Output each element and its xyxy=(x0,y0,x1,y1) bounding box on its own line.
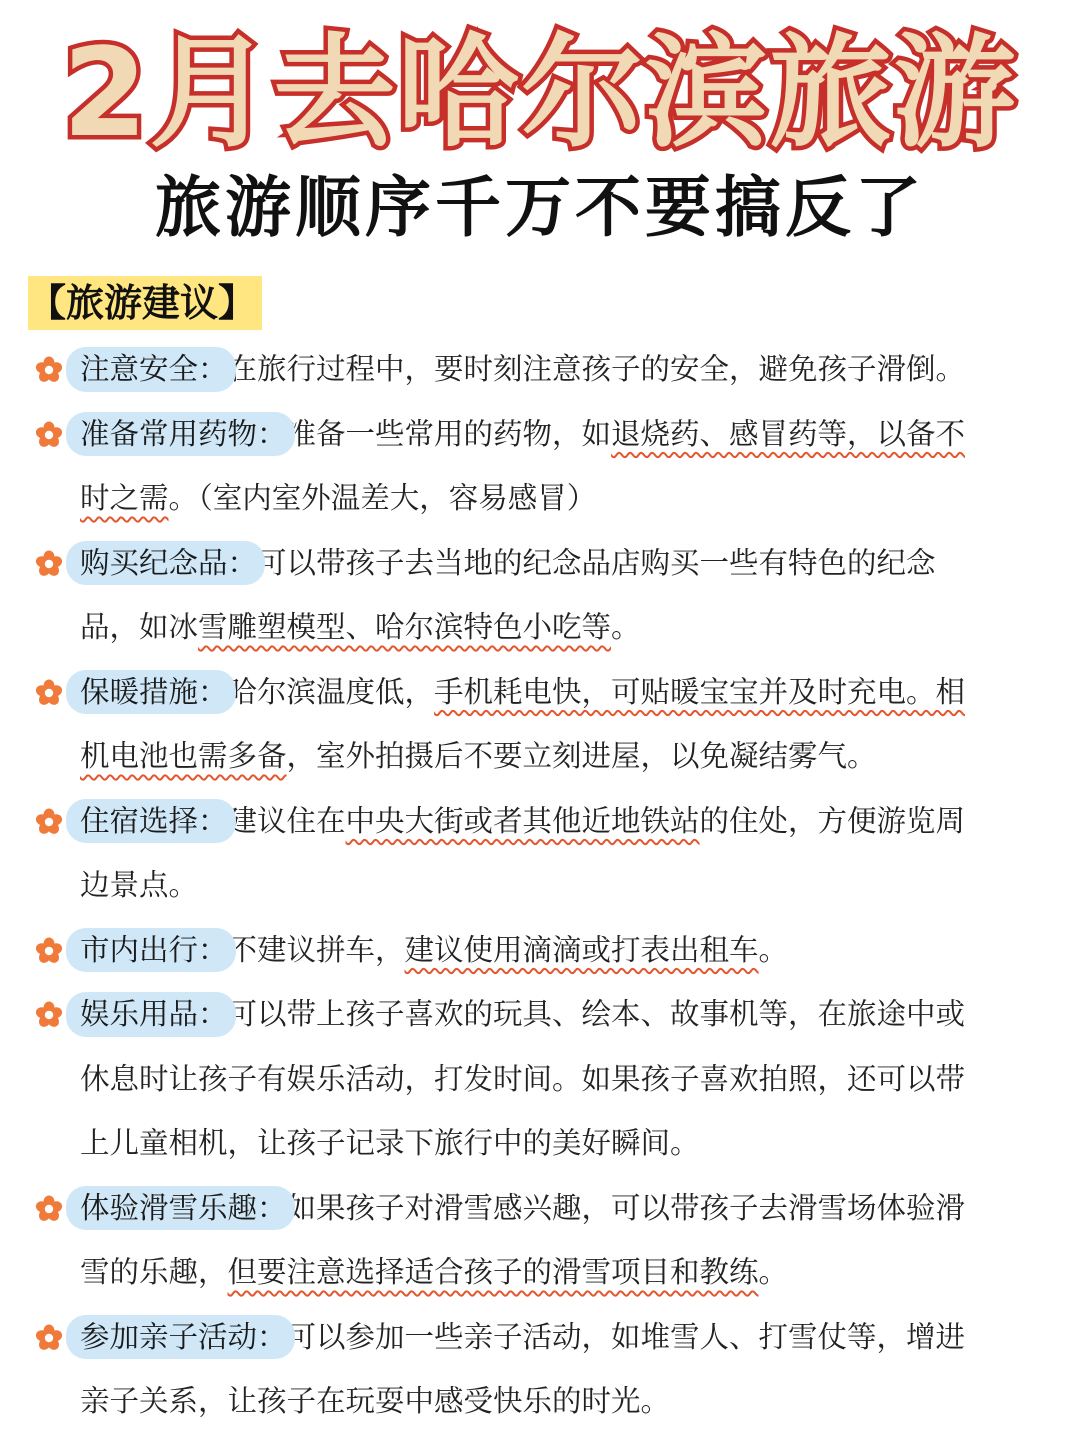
flower-icon xyxy=(35,356,63,384)
tip-item xyxy=(0,982,1080,1176)
tip-highlight-text: 手机耗电快，可贴暖宝宝并及时充电。相 xyxy=(434,674,966,709)
tip-text: 品，如冰 xyxy=(80,610,199,644)
tip-text-line xyxy=(0,402,1060,467)
tip-text: 雪的乐趣， xyxy=(80,1255,228,1289)
tip-item xyxy=(0,660,1080,789)
tip-text: 亲子关系，让孩子在玩耍中感受快乐的时光。 xyxy=(80,1384,671,1418)
tip-item xyxy=(0,337,1080,402)
tip-text: 哈尔滨温度低， xyxy=(227,674,435,709)
tip-text-line xyxy=(0,724,1060,789)
tip-text: 可以参加一些亲子活动，如堆雪人、打雪仗等，增进 xyxy=(286,1319,966,1354)
page-subtitle: 旅游顺序千万不要搞反了 xyxy=(155,169,925,246)
tip-text: 不建议拼车， xyxy=(227,932,405,967)
flower-icon xyxy=(35,1195,63,1223)
flower-icon xyxy=(35,1001,63,1029)
tip-text: 的住处，方便游览周 xyxy=(699,803,966,838)
tip-text: 。（室内室外温差大，容易感冒） xyxy=(168,481,597,515)
tip-text-line xyxy=(0,1305,1060,1370)
page-title: 2月去哈尔滨旅游 xyxy=(62,22,1018,164)
tip-text: 可以带孩子去当地的纪念品店购买一些有特色的纪念 xyxy=(257,545,936,580)
flower-icon xyxy=(35,421,63,449)
tip-text-line xyxy=(0,1047,1060,1112)
tip-text-line xyxy=(0,337,1060,402)
tip-item xyxy=(0,531,1080,660)
tip-text-line xyxy=(0,531,1060,596)
tip-item xyxy=(0,789,1080,918)
flower-icon xyxy=(35,1324,63,1352)
tip-text: 上儿童相机，让孩子记录下旅行中的美好瞬间。 xyxy=(80,1126,700,1160)
flower-icon xyxy=(35,937,63,965)
tip-text-line xyxy=(0,660,1060,725)
tip-item xyxy=(0,402,1080,531)
tip-label: 娱乐用品： xyxy=(80,982,228,1047)
tip-text: 边景点。 xyxy=(80,868,199,902)
tip-label: 注意安全： xyxy=(80,337,228,402)
tip-highlight-text: 退烧药、感冒药等，以备不 xyxy=(611,416,966,451)
tip-text: ，室外拍摄后不要立刻进屋，以免凝结雾气。 xyxy=(286,739,877,773)
tip-text: 休息时让孩子有娱乐活动，打发时间。如果孩子喜欢拍照，还可以带 xyxy=(80,1061,966,1096)
tip-text-line xyxy=(0,982,1060,1047)
tip-highlight-text: 机电池也需多备 xyxy=(80,739,287,773)
tip-text-line xyxy=(0,918,1060,983)
tip-text: 。 xyxy=(758,1255,789,1289)
tip-text-line xyxy=(0,595,1060,660)
tip-text: 可以带上孩子喜欢的玩具、绘本、故事机等，在旅途中或 xyxy=(227,997,966,1031)
tip-label: 购买纪念品： xyxy=(80,531,257,596)
tip-label: 保暖措施： xyxy=(80,660,228,725)
section-header: 【旅游建议】 xyxy=(28,276,262,330)
tip-highlight-text: 时之需 xyxy=(80,481,169,515)
tip-text: 如果孩子对滑雪感兴趣，可以带孩子去滑雪场体验滑 xyxy=(286,1190,966,1225)
tip-label: 住宿选择： xyxy=(80,789,228,854)
tip-text: 准备一些常用的药物，如 xyxy=(286,416,612,451)
tip-text-line xyxy=(0,1176,1060,1241)
tip-label: 参加亲子活动： xyxy=(80,1305,287,1370)
tip-highlight-text: 但要注意选择适合孩子的滑雪项目和教练 xyxy=(227,1255,759,1289)
tip-text-line xyxy=(0,466,1060,531)
tip-text-line xyxy=(0,1240,1060,1305)
tip-item xyxy=(0,1176,1080,1305)
tip-text: 。 xyxy=(758,932,789,967)
tip-highlight-text: 建议使用滴滴或打表出租车 xyxy=(404,932,759,967)
tip-text-line xyxy=(0,853,1060,918)
tips-list xyxy=(0,337,1080,1434)
tip-item xyxy=(0,918,1080,983)
flower-icon xyxy=(35,679,63,707)
tip-text-line xyxy=(0,1369,1060,1434)
tip-text: 。 xyxy=(611,610,641,644)
flower-icon xyxy=(35,550,63,578)
tip-label: 体验滑雪乐趣： xyxy=(80,1176,287,1241)
tip-text: 在旅行过程中，要时刻注意孩子的安全，避免孩子滑倒。 xyxy=(227,352,966,386)
tip-label: 准备常用药物： xyxy=(80,402,287,467)
tip-highlight-text: 中央大街或者其他近地铁站 xyxy=(345,803,700,838)
tip-text-line xyxy=(0,789,1060,854)
tip-text: 建议住在 xyxy=(227,803,346,838)
flower-icon xyxy=(35,808,63,836)
tip-label: 市内出行： xyxy=(80,918,228,983)
tip-item xyxy=(0,1305,1080,1434)
tip-highlight-text: 雪雕塑模型、哈尔滨特色小吃等 xyxy=(198,610,612,644)
tip-text-line xyxy=(0,1111,1060,1176)
